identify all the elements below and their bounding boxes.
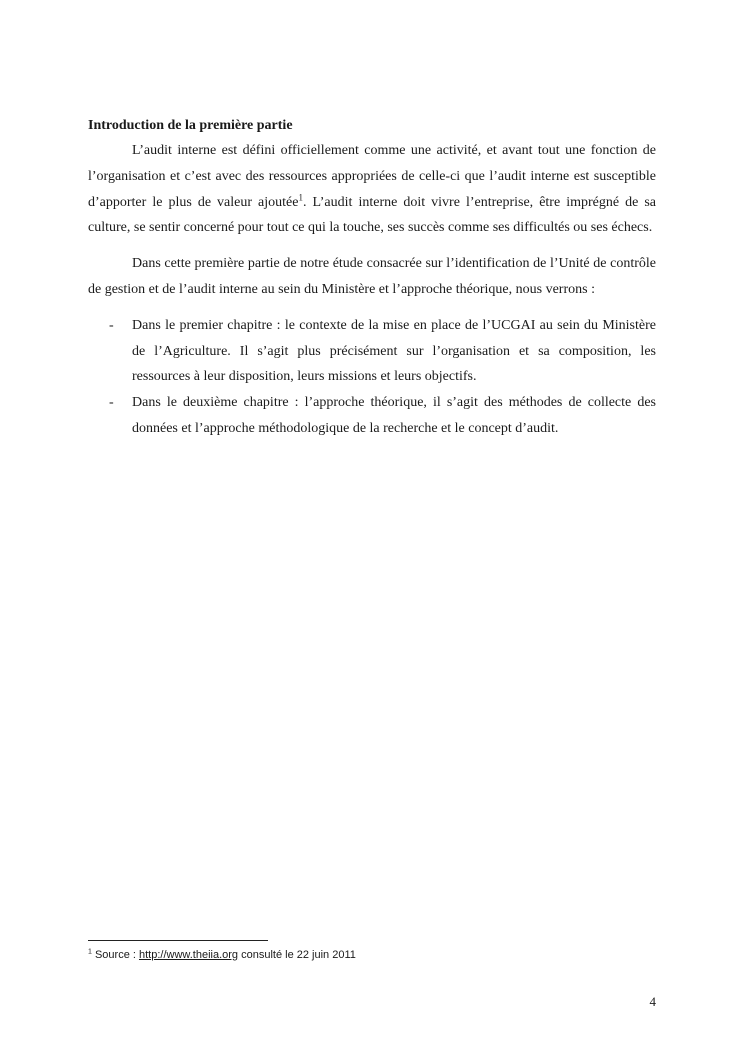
list-item-text: Dans le premier chapitre : le contexte de la mise en place de l’UCGAI au sein du Ministère de l’Agriculture. Il s’agit plus précisément sur l’organisation et sa composition, les ressources à leur disposition, leurs missions et leurs objectifs. bbox=[132, 317, 656, 385]
footnote-link[interactable]: http://www.theiia.org bbox=[138, 949, 239, 961]
footnote bbox=[88, 947, 356, 963]
page-body bbox=[88, 114, 656, 442]
footnote-separator bbox=[88, 940, 268, 941]
paragraph-intro-text: L’audit interne est défini officiellement comme une activité, et avant tout une fonction de l’organisation et c’est avec des ressources appropriées de celle-ci que l’audit interne est susceptible d’apporter le plus de valeur ajoutée bbox=[88, 143, 656, 210]
paragraph-overview: Dans cette première partie de notre étude consacrée sur l’identification de l’Unité de contrôle de gestion et de l’audit interne au sein du Ministère et l’approche théorique, nous verrons : bbox=[88, 256, 656, 297]
footnote-reference[interactable]: 1 bbox=[298, 191, 303, 202]
list-item bbox=[88, 390, 656, 442]
paragraph-intro-text-continued: . L’audit interne doit vivre l’entreprise, être imprégné de sa culture, se sentir concerné pour tout ce qui la touche, ses succès comme ses difficultés ou ses échecs. bbox=[88, 194, 657, 236]
section-heading: Introduction de la première partie bbox=[88, 118, 293, 133]
chapter-list bbox=[88, 313, 656, 442]
list-item-text: Dans le deuxième chapitre : l’approche théorique, il s’agit des méthodes de collecte des données et l’approche méthodologique de la recherche et le concept d’audit. bbox=[132, 395, 656, 436]
paragraph-intro bbox=[88, 138, 656, 241]
list-dash: - bbox=[109, 395, 114, 411]
footnote-prefix: Source : bbox=[91, 949, 139, 961]
footnote-number: 1 bbox=[88, 948, 92, 956]
list-dash: - bbox=[109, 317, 114, 333]
list-item bbox=[88, 313, 656, 390]
footnote-suffix: consulté le 22 juin 2011 bbox=[238, 949, 356, 961]
page-number: 4 bbox=[649, 994, 656, 1009]
